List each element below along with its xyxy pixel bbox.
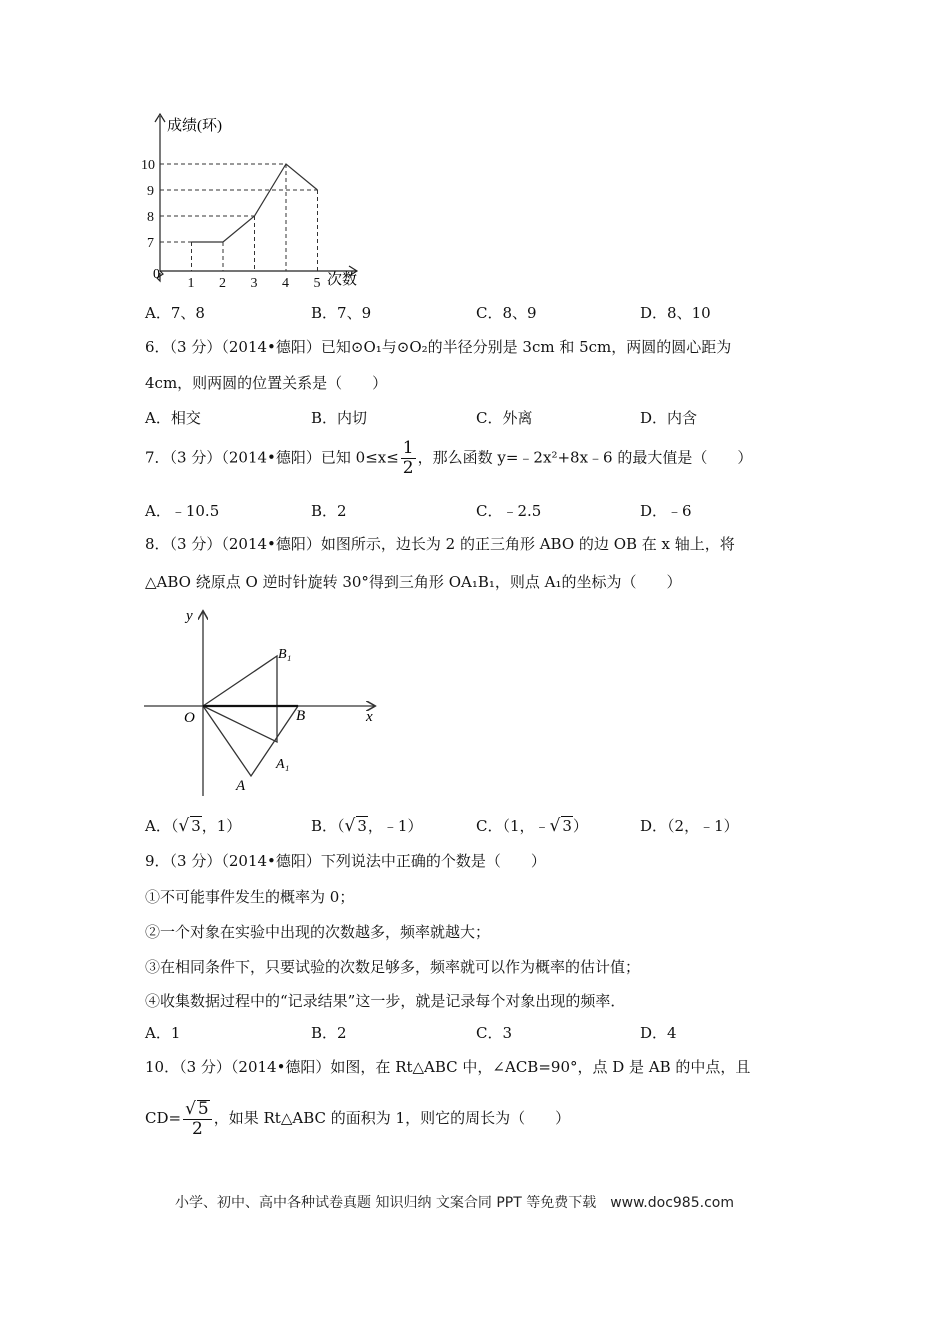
q8-option-b-pre: B．（ (311, 817, 345, 835)
sqrt-icon: √ (344, 816, 356, 836)
q8-stem-line2: △ABO 绕原点 O 逆时针旋转 30°得到三角形 OA₁B₁，则点 A₁的坐标为（ ） (145, 573, 682, 591)
q7-stem (145, 440, 752, 477)
score-line-chart (135, 108, 375, 293)
q9-option-c[interactable]: C．3 (476, 1024, 513, 1042)
chart-x-tick-label: 3 (250, 276, 258, 291)
q6-option-d[interactable]: D．内含 (640, 409, 698, 427)
chart-x-tick-label: 1 (187, 276, 195, 291)
sqrt-icon: √ (549, 816, 561, 836)
q9-statement-1: ①不可能事件发生的概率为 0； (145, 888, 355, 906)
q8-option-a[interactable] (145, 815, 241, 836)
sqrt-icon: √ (178, 816, 190, 836)
q8-stem-line1: 8．（3 分）（2014•德阳）如图所示，边长为 2 的正三角形 ABO 的边 OB 在 x 轴上，将 (145, 535, 735, 553)
q6-option-a[interactable]: A．相交 (145, 409, 201, 427)
q10-stem-line2 (145, 1100, 570, 1138)
chart-axes (155, 114, 357, 281)
figure-label-x: x (366, 709, 373, 725)
chart-ylabel: 成绩(环) (167, 118, 222, 134)
figure-label-a: A (236, 778, 246, 794)
chart-y-tick-label: 8 (147, 210, 154, 225)
q9-option-b[interactable]: B．2 (311, 1024, 347, 1042)
page-footer: 小学、初中、高中各种试卷真题 知识归纳 文案合同 PPT 等免费下载 www.doc985.com (175, 1195, 734, 1211)
q5-option-c[interactable]: C．8、9 (476, 304, 537, 322)
q9-option-d[interactable]: D．4 (640, 1024, 677, 1042)
q8-option-c-radicand: 3 (562, 817, 572, 835)
q10-fraction-radicand: 5 (197, 1099, 209, 1119)
q8-option-b-post: ，﹣1） (367, 817, 423, 835)
q8-option-b-radicand: 3 (357, 817, 367, 835)
chart-y-tick-label: 9 (147, 184, 154, 199)
q7-stem-prefix: 7．（3 分）（2014•德阳）已知 0≤x≤ (145, 448, 399, 467)
q8-option-c[interactable] (476, 815, 588, 836)
q6-option-c[interactable]: C．外离 (476, 409, 533, 427)
q7-option-c[interactable]: C．﹣2.5 (476, 502, 542, 520)
figure-label-y: y (186, 608, 193, 624)
q8-option-c-pre: C．（1，﹣ (476, 817, 550, 835)
q8-option-c-post: ） (572, 817, 588, 835)
q10-fraction-numerator (183, 1100, 212, 1120)
q5-option-a[interactable]: A．7、8 (145, 304, 205, 322)
chart-xlabel: 次数 (327, 272, 358, 288)
q8-option-a-pre: A．（ (145, 817, 179, 835)
q7-fraction (401, 440, 416, 477)
q8-option-a-post: ，1） (201, 817, 242, 835)
chart-x-tick-label: 5 (313, 276, 321, 291)
q5-option-b[interactable]: B．7、9 (311, 304, 372, 322)
q10-fraction (183, 1100, 212, 1138)
q7-fraction-denominator: 2 (402, 458, 414, 478)
figure-label-a1: A₁ (276, 757, 290, 772)
chart-y-tick-label: 7 (147, 236, 154, 251)
triangle-oa1b1 (203, 656, 277, 742)
q9-stem: 9．（3 分）（2014•德阳）下列说法中正确的个数是（ ） (145, 852, 546, 870)
sqrt-icon: √ (185, 1099, 196, 1119)
figure-label-o: O (184, 710, 195, 726)
q8-option-a-radicand: 3 (191, 817, 201, 835)
q9-statement-2: ②一个对象在实验中出现的次数越多，频率就越大； (145, 923, 491, 941)
chart-x-tick-label: 2 (219, 276, 226, 291)
q6-stem-line1: 6．（3 分）（2014•德阳）已知⊙O₁与⊙O₂的半径分别是 3cm 和 5cm，两圆的圆心距为 (145, 338, 732, 356)
chart-guide-lines (160, 164, 318, 271)
q6-option-b[interactable]: B．内切 (311, 409, 368, 427)
q7-option-b[interactable]: B．2 (311, 502, 347, 520)
q10-prefix: CD= (145, 1109, 182, 1127)
chart-origin-label: 0 (153, 267, 160, 282)
q9-option-a[interactable]: A．1 (145, 1024, 181, 1042)
chart-x-tick-label: 4 (282, 276, 289, 291)
q9-statement-4: ④收集数据过程中的“记录结果”这一步，就是记录每个对象出现的频率． (145, 992, 626, 1010)
figure-label-b: B (296, 708, 306, 724)
q5-option-d[interactable]: D．8、10 (640, 304, 711, 322)
q7-option-d[interactable]: D．﹣6 (640, 502, 692, 520)
q9-statement-3: ③在相同条件下，只要试验的次数足够多，频率就可以作为概率的估计值； (145, 958, 641, 976)
q10-stem-line1: 10．（3 分）（2014•德阳）如图，在 Rt△ABC 中，∠ACB=90°，点 D 是 AB 的中点，且 (145, 1058, 751, 1076)
q7-stem-suffix: ，那么函数 y=﹣2x²+8x﹣6 的最大值是（ ） (417, 448, 753, 467)
figure-label-b1: B₁ (278, 647, 292, 662)
q7-option-a[interactable]: A．﹣10.5 (145, 502, 220, 520)
rotation-figure (140, 600, 390, 800)
chart-y-tick-label: 10 (141, 158, 155, 173)
q6-stem-line2: 4cm，则两圆的位置关系是（ ） (145, 374, 388, 392)
q10-fraction-denominator: 2 (192, 1119, 203, 1139)
q8-option-d[interactable]: D．（2，﹣1） (640, 817, 739, 835)
q8-option-b[interactable] (311, 815, 422, 836)
q10-suffix: ，如果 Rt△ABC 的面积为 1，则它的周长为（ ） (213, 1109, 571, 1127)
q7-fraction-numerator: 1 (402, 438, 414, 458)
